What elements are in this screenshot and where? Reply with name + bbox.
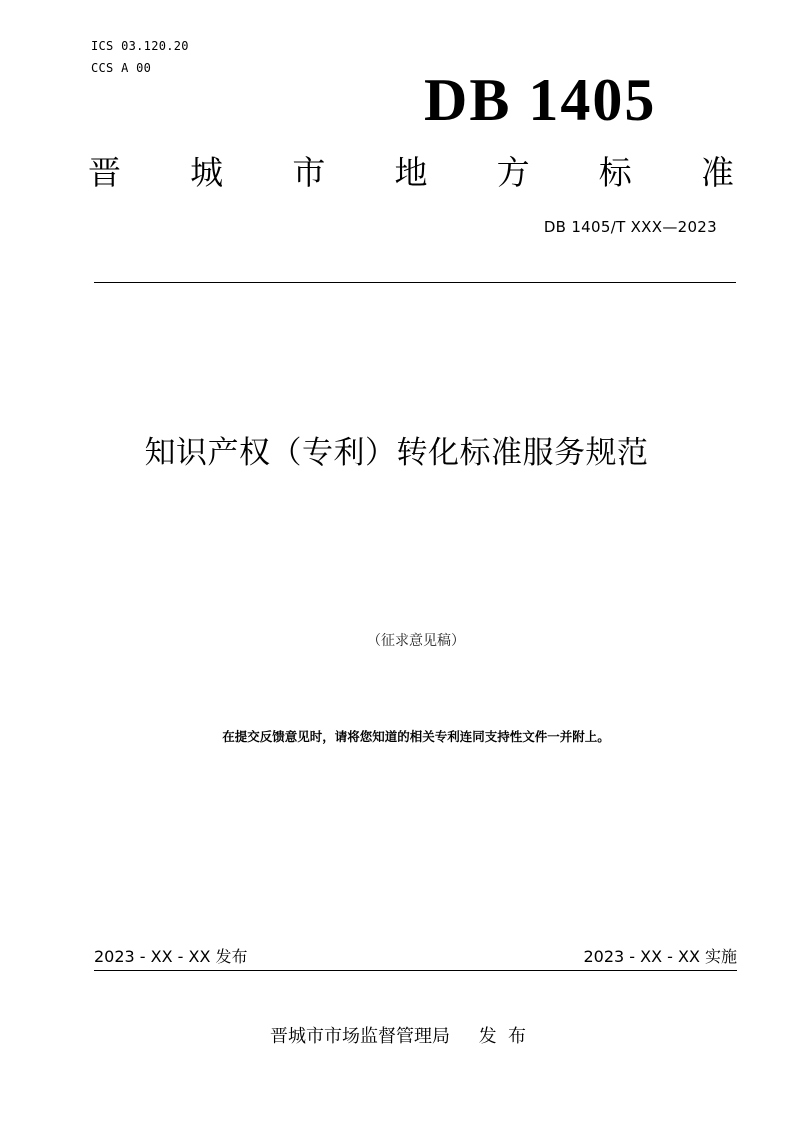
ccs-code: CCS A 00 [91, 61, 152, 75]
implementation-date: 2023 - XX - XX 实施 [583, 947, 737, 966]
feedback-instruction: 在提交反馈意见时，请将您知道的相关专利连同支持性文件一并附上。 [222, 729, 610, 744]
standard-type-char: 标 [598, 153, 632, 192]
draft-status-note: （征求意见稿） [367, 633, 465, 649]
db-standard-code: DB 1405 [424, 67, 657, 133]
standard-type-char: 市 [292, 153, 326, 192]
bottom-divider [94, 970, 737, 971]
standard-type-char: 准 [700, 153, 734, 192]
top-divider [94, 282, 736, 283]
standard-type-char: 晋 [88, 153, 121, 192]
standard-type-char: 城 [190, 153, 224, 192]
standard-type-char: 方 [496, 153, 530, 192]
standard-number: DB 1405/T XXX—2023 [543, 218, 717, 236]
standard-type-char: 地 [394, 153, 428, 192]
issue-date: 2023 - XX - XX 发布 [94, 947, 248, 966]
ics-code: ICS 03.120.20 [91, 39, 189, 53]
standard-type-heading [88, 153, 734, 193]
issuing-authority: 晋城市市场监督管理局 发 布 [270, 1026, 527, 1047]
document-title: 知识产权（专利）转化标准服务规范 [144, 435, 649, 471]
